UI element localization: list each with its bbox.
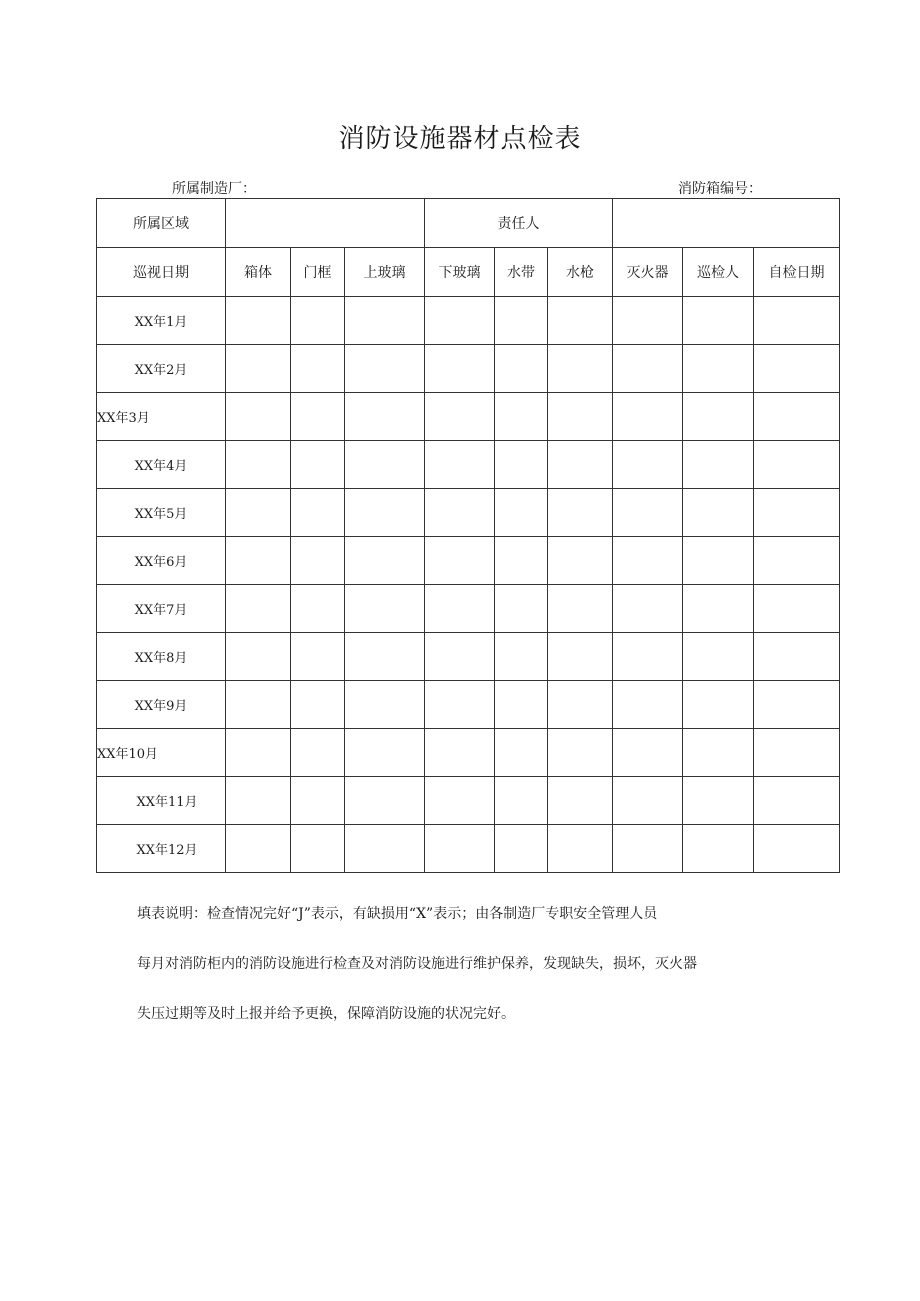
check-cell[interactable]	[495, 537, 548, 585]
check-cell[interactable]	[495, 633, 548, 681]
check-cell[interactable]	[345, 489, 425, 537]
check-cell[interactable]	[226, 585, 291, 633]
check-cell[interactable]	[548, 489, 613, 537]
check-cell[interactable]	[754, 825, 840, 873]
area-row	[97, 199, 840, 248]
check-cell[interactable]	[548, 633, 613, 681]
table-row	[97, 825, 840, 873]
check-cell[interactable]	[345, 537, 425, 585]
inspection-table	[96, 198, 840, 873]
check-cell[interactable]	[425, 441, 495, 489]
responsible-label: 责任人	[425, 199, 613, 248]
check-cell[interactable]	[495, 489, 548, 537]
check-cell[interactable]	[754, 633, 840, 681]
header-hose: 水带	[495, 248, 548, 297]
header-nozzle: 水枪	[548, 248, 613, 297]
table-row	[97, 633, 840, 681]
check-cell[interactable]	[226, 681, 291, 729]
check-cell[interactable]	[345, 441, 425, 489]
check-cell[interactable]	[345, 585, 425, 633]
check-cell[interactable]	[425, 537, 495, 585]
table-row	[97, 345, 840, 393]
check-cell[interactable]	[548, 777, 613, 825]
check-cell[interactable]	[425, 777, 495, 825]
check-cell[interactable]	[613, 393, 683, 441]
month-label: XX年11月	[97, 777, 226, 825]
check-cell[interactable]	[613, 777, 683, 825]
check-cell[interactable]	[683, 441, 754, 489]
check-cell[interactable]	[683, 585, 754, 633]
check-cell[interactable]	[613, 585, 683, 633]
check-cell[interactable]	[291, 729, 345, 777]
check-cell[interactable]	[548, 441, 613, 489]
check-cell[interactable]	[495, 585, 548, 633]
check-cell[interactable]	[226, 393, 291, 441]
check-cell[interactable]	[291, 537, 345, 585]
check-cell[interactable]	[613, 537, 683, 585]
month-label: XX年2月	[97, 345, 226, 393]
check-cell[interactable]	[226, 729, 291, 777]
note-line-2: 每月对消防柜内的消防设施进行检查及对消防设施进行维护保养，发现缺失，损坏，灭火器	[137, 956, 697, 972]
check-cell[interactable]	[613, 345, 683, 393]
check-cell[interactable]	[425, 489, 495, 537]
check-cell[interactable]	[226, 297, 291, 345]
month-label: XX年7月	[97, 585, 226, 633]
check-cell[interactable]	[226, 489, 291, 537]
header-upper-glass: 上玻璃	[345, 248, 425, 297]
check-cell[interactable]	[345, 345, 425, 393]
header-extinguisher: 灭火器	[613, 248, 683, 297]
month-label: XX年1月	[97, 297, 226, 345]
check-cell[interactable]	[683, 825, 754, 873]
check-cell[interactable]	[495, 825, 548, 873]
check-cell[interactable]	[226, 441, 291, 489]
check-cell[interactable]	[683, 393, 754, 441]
table-row	[97, 777, 840, 825]
factory-label: 所属制造厂：	[172, 181, 256, 197]
check-cell[interactable]	[548, 393, 613, 441]
table-row	[97, 489, 840, 537]
note-line-1: 填表说明：检查情况完好“J”表示，有缺损用“X”表示；由各制造厂专职安全管理人员	[137, 906, 658, 922]
month-label: XX年3月	[97, 393, 226, 441]
check-cell[interactable]	[291, 441, 345, 489]
check-cell[interactable]	[345, 393, 425, 441]
check-cell[interactable]	[683, 777, 754, 825]
check-cell[interactable]	[291, 585, 345, 633]
check-cell[interactable]	[548, 345, 613, 393]
check-cell[interactable]	[226, 537, 291, 585]
check-cell[interactable]	[613, 489, 683, 537]
check-cell[interactable]	[613, 633, 683, 681]
table-row	[97, 537, 840, 585]
table-row	[97, 441, 840, 489]
check-cell[interactable]	[754, 297, 840, 345]
check-cell[interactable]	[425, 633, 495, 681]
check-cell[interactable]	[291, 681, 345, 729]
column-header-row	[97, 248, 840, 297]
check-cell[interactable]	[495, 777, 548, 825]
header-self-check-date: 自检日期	[754, 248, 840, 297]
table-row	[97, 681, 840, 729]
table-row	[97, 585, 840, 633]
header-inspector: 巡检人	[683, 248, 754, 297]
header-door-frame: 门框	[291, 248, 345, 297]
check-cell[interactable]	[291, 633, 345, 681]
check-cell[interactable]	[495, 729, 548, 777]
check-cell[interactable]	[754, 585, 840, 633]
table-row	[97, 297, 840, 345]
table-row	[97, 393, 840, 441]
check-cell[interactable]	[754, 345, 840, 393]
check-cell[interactable]	[345, 297, 425, 345]
check-cell[interactable]	[754, 441, 840, 489]
check-cell[interactable]	[425, 585, 495, 633]
box-number-label: 消防箱编号：	[678, 181, 762, 197]
check-cell[interactable]	[613, 681, 683, 729]
check-cell[interactable]	[345, 681, 425, 729]
check-cell[interactable]	[291, 297, 345, 345]
check-cell[interactable]	[495, 441, 548, 489]
header-cabinet: 箱体	[226, 248, 291, 297]
check-cell[interactable]	[425, 393, 495, 441]
check-cell[interactable]	[683, 537, 754, 585]
check-cell[interactable]	[613, 441, 683, 489]
check-cell[interactable]	[291, 489, 345, 537]
check-cell[interactable]	[495, 345, 548, 393]
check-cell[interactable]	[226, 777, 291, 825]
check-cell[interactable]	[425, 825, 495, 873]
check-cell[interactable]	[548, 537, 613, 585]
check-cell[interactable]	[425, 729, 495, 777]
header-date: 巡视日期	[97, 248, 226, 297]
check-cell[interactable]	[226, 825, 291, 873]
check-cell[interactable]	[345, 777, 425, 825]
check-cell[interactable]	[425, 345, 495, 393]
check-cell[interactable]	[683, 297, 754, 345]
check-cell[interactable]	[754, 681, 840, 729]
check-cell[interactable]	[683, 681, 754, 729]
month-label: XX年9月	[97, 681, 226, 729]
check-cell[interactable]	[613, 297, 683, 345]
check-cell[interactable]	[754, 393, 840, 441]
check-cell[interactable]	[291, 825, 345, 873]
check-cell[interactable]	[425, 681, 495, 729]
check-cell[interactable]	[548, 729, 613, 777]
check-cell[interactable]	[613, 729, 683, 777]
check-cell[interactable]	[495, 297, 548, 345]
check-cell[interactable]	[683, 345, 754, 393]
check-cell[interactable]	[226, 345, 291, 393]
note-line-3: 失压过期等及时上报并给予更换，保障消防设施的状况完好。	[137, 1006, 515, 1022]
check-cell[interactable]	[754, 489, 840, 537]
check-cell[interactable]	[345, 633, 425, 681]
check-cell[interactable]	[495, 681, 548, 729]
check-cell[interactable]	[754, 777, 840, 825]
check-cell[interactable]	[495, 393, 548, 441]
month-label: XX年10月	[97, 729, 226, 777]
check-cell[interactable]	[548, 681, 613, 729]
check-cell[interactable]	[548, 585, 613, 633]
check-cell[interactable]	[683, 489, 754, 537]
month-label: XX年12月	[97, 825, 226, 873]
check-cell[interactable]	[291, 777, 345, 825]
month-label: XX年6月	[97, 537, 226, 585]
check-cell[interactable]	[345, 729, 425, 777]
check-cell[interactable]	[613, 825, 683, 873]
check-cell[interactable]	[548, 297, 613, 345]
check-cell[interactable]	[548, 825, 613, 873]
check-cell[interactable]	[425, 297, 495, 345]
check-cell[interactable]	[754, 537, 840, 585]
check-cell[interactable]	[291, 345, 345, 393]
area-label: 所属区域	[97, 199, 226, 248]
check-cell[interactable]	[345, 825, 425, 873]
area-value-cell[interactable]	[226, 199, 425, 248]
header-lower-glass: 下玻璃	[425, 248, 495, 297]
table-row	[97, 729, 840, 777]
check-cell[interactable]	[226, 633, 291, 681]
responsible-value-cell[interactable]	[613, 199, 840, 248]
month-label: XX年4月	[97, 441, 226, 489]
month-label: XX年5月	[97, 489, 226, 537]
check-cell[interactable]	[683, 729, 754, 777]
check-cell[interactable]	[754, 729, 840, 777]
check-cell[interactable]	[291, 393, 345, 441]
page-title: 消防设施器材点检表	[338, 124, 582, 154]
check-cell[interactable]	[683, 633, 754, 681]
month-label: XX年8月	[97, 633, 226, 681]
